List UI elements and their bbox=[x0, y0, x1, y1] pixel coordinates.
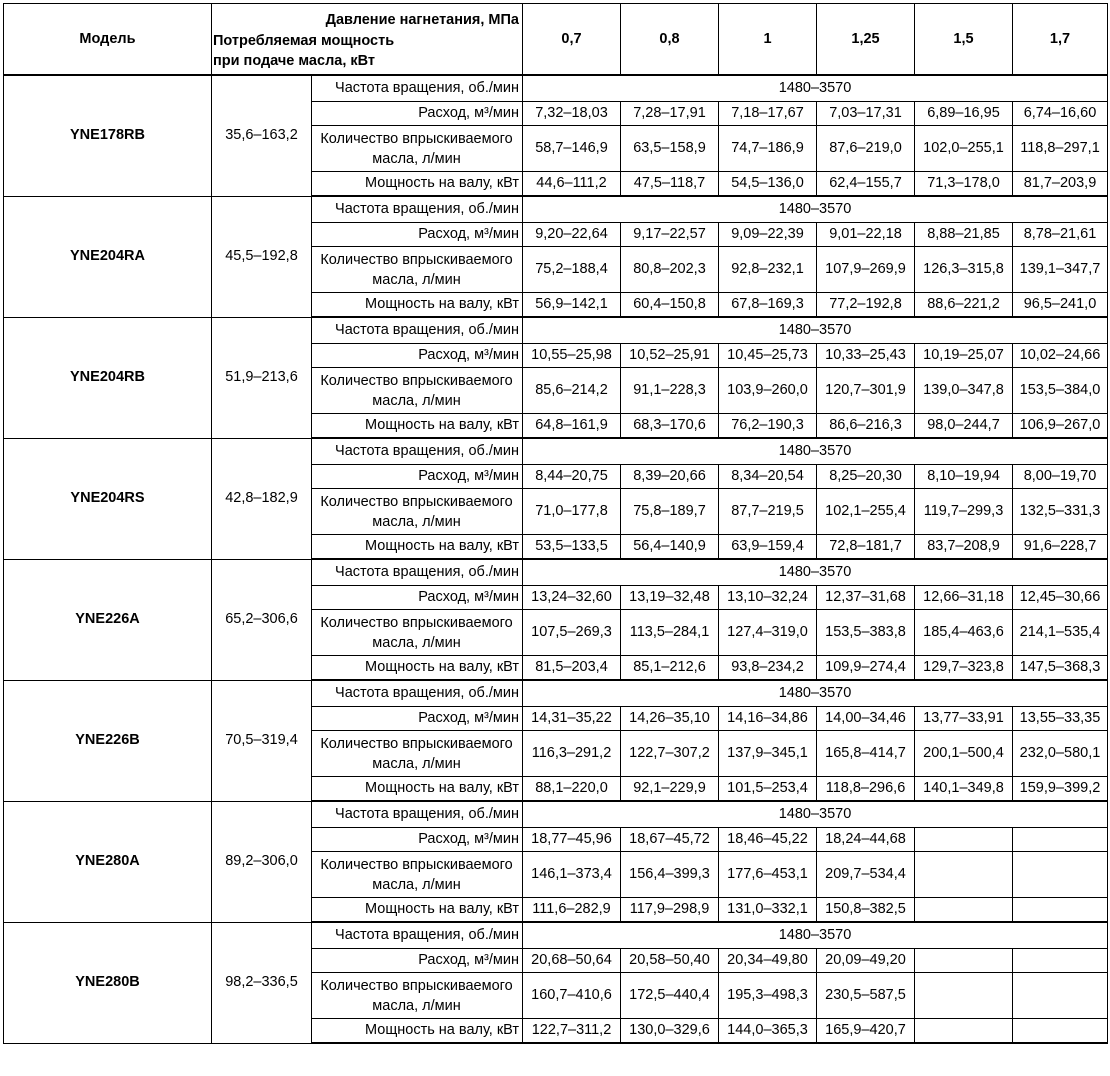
shaft-value-3: 72,8–181,7 bbox=[817, 535, 915, 560]
pressure-header-5: 1,7 bbox=[1013, 4, 1108, 76]
flow-value-0: 13,24–32,60 bbox=[523, 586, 621, 610]
oil-value-3: 153,5–383,8 bbox=[817, 610, 915, 656]
oil-value-1: 113,5–284,1 bbox=[621, 610, 719, 656]
flow-value-4: 10,19–25,07 bbox=[915, 344, 1013, 368]
param-flow-label: Расход, м³/мин bbox=[312, 707, 523, 731]
flow-value-0: 18,77–45,96 bbox=[523, 828, 621, 852]
oil-value-2: 87,7–219,5 bbox=[719, 489, 817, 535]
param-oil-label: Количество впрыскиваемого масла, л/мин bbox=[312, 852, 523, 898]
power-range: 98,2–336,5 bbox=[212, 922, 312, 1043]
oil-value-2: 177,6–453,1 bbox=[719, 852, 817, 898]
pressure-axis-label: Давление нагнетания, МПа bbox=[325, 12, 519, 28]
oil-value-4: 139,0–347,8 bbox=[915, 368, 1013, 414]
param-oil-label: Количество впрыскиваемого масла, л/мин bbox=[312, 610, 523, 656]
param-shaft-label: Мощность на валу, кВт bbox=[312, 898, 523, 923]
shaft-value-0: 53,5–133,5 bbox=[523, 535, 621, 560]
shaft-value-0: 111,6–282,9 bbox=[523, 898, 621, 923]
flow-value-1: 13,19–32,48 bbox=[621, 586, 719, 610]
flow-value-0: 9,20–22,64 bbox=[523, 223, 621, 247]
oil-value-3: 107,9–269,9 bbox=[817, 247, 915, 293]
power-range: 45,5–192,8 bbox=[212, 196, 312, 317]
oil-value-1: 63,5–158,9 bbox=[621, 126, 719, 172]
param-speed-label: Частота вращения, об./мин bbox=[312, 922, 523, 949]
shaft-value-3: 62,4–155,7 bbox=[817, 172, 915, 197]
model-name: YNE226B bbox=[4, 680, 212, 801]
model-row-speed bbox=[4, 196, 1108, 223]
flow-value-5 bbox=[1013, 828, 1108, 852]
model-name: YNE178RB bbox=[4, 75, 212, 196]
shaft-value-3: 77,2–192,8 bbox=[817, 293, 915, 318]
param-oil-label: Количество впрыскиваемого масла, л/мин bbox=[312, 247, 523, 293]
shaft-value-1: 68,3–170,6 bbox=[621, 414, 719, 439]
oil-value-5: 214,1–535,4 bbox=[1013, 610, 1108, 656]
shaft-value-1: 56,4–140,9 bbox=[621, 535, 719, 560]
flow-value-4 bbox=[915, 828, 1013, 852]
param-flow-label: Расход, м³/мин bbox=[312, 102, 523, 126]
flow-value-1: 8,39–20,66 bbox=[621, 465, 719, 489]
flow-value-0: 20,68–50,64 bbox=[523, 949, 621, 973]
shaft-value-0: 88,1–220,0 bbox=[523, 777, 621, 802]
model-row-speed bbox=[4, 75, 1108, 102]
oil-value-4: 102,0–255,1 bbox=[915, 126, 1013, 172]
flow-value-5 bbox=[1013, 949, 1108, 973]
shaft-value-1: 60,4–150,8 bbox=[621, 293, 719, 318]
pressure-header-0: 0,7 bbox=[523, 4, 621, 76]
param-shaft-label: Мощность на валу, кВт bbox=[312, 777, 523, 802]
shaft-value-4: 98,0–244,7 bbox=[915, 414, 1013, 439]
flow-value-3: 8,25–20,30 bbox=[817, 465, 915, 489]
flow-value-1: 14,26–35,10 bbox=[621, 707, 719, 731]
shaft-value-1: 130,0–329,6 bbox=[621, 1019, 719, 1044]
shaft-value-5: 147,5–368,3 bbox=[1013, 656, 1108, 681]
oil-value-3: 165,8–414,7 bbox=[817, 731, 915, 777]
flow-value-3: 9,01–22,18 bbox=[817, 223, 915, 247]
model-row-speed bbox=[4, 559, 1108, 586]
model-name: YNE204RB bbox=[4, 317, 212, 438]
shaft-value-0: 81,5–203,4 bbox=[523, 656, 621, 681]
power-range: 51,9–213,6 bbox=[212, 317, 312, 438]
oil-value-4: 200,1–500,4 bbox=[915, 731, 1013, 777]
shaft-value-2: 93,8–234,2 bbox=[719, 656, 817, 681]
flow-value-4 bbox=[915, 949, 1013, 973]
param-oil-label: Количество впрыскиваемого масла, л/мин bbox=[312, 489, 523, 535]
flow-value-3: 20,09–49,20 bbox=[817, 949, 915, 973]
oil-value-2: 127,4–319,0 bbox=[719, 610, 817, 656]
shaft-value-3: 150,8–382,5 bbox=[817, 898, 915, 923]
flow-value-1: 10,52–25,91 bbox=[621, 344, 719, 368]
speed-value: 1480–3570 bbox=[523, 317, 1108, 344]
shaft-value-5: 159,9–399,2 bbox=[1013, 777, 1108, 802]
oil-value-0: 107,5–269,3 bbox=[523, 610, 621, 656]
model-name: YNE280B bbox=[4, 922, 212, 1043]
shaft-value-2: 101,5–253,4 bbox=[719, 777, 817, 802]
shaft-value-4: 88,6–221,2 bbox=[915, 293, 1013, 318]
shaft-value-2: 131,0–332,1 bbox=[719, 898, 817, 923]
oil-value-5: 118,8–297,1 bbox=[1013, 126, 1108, 172]
power-range: 65,2–306,6 bbox=[212, 559, 312, 680]
speed-value: 1480–3570 bbox=[523, 922, 1108, 949]
flow-value-0: 14,31–35,22 bbox=[523, 707, 621, 731]
shaft-value-1: 85,1–212,6 bbox=[621, 656, 719, 681]
oil-value-5: 232,0–580,1 bbox=[1013, 731, 1108, 777]
oil-value-1: 80,8–202,3 bbox=[621, 247, 719, 293]
model-name: YNE280A bbox=[4, 801, 212, 922]
speed-value: 1480–3570 bbox=[523, 75, 1108, 102]
oil-value-0: 75,2–188,4 bbox=[523, 247, 621, 293]
oil-value-0: 71,0–177,8 bbox=[523, 489, 621, 535]
shaft-value-5 bbox=[1013, 898, 1108, 923]
power-range: 89,2–306,0 bbox=[212, 801, 312, 922]
param-flow-label: Расход, м³/мин bbox=[312, 344, 523, 368]
oil-value-3: 120,7–301,9 bbox=[817, 368, 915, 414]
flow-value-2: 18,46–45,22 bbox=[719, 828, 817, 852]
shaft-value-0: 122,7–311,2 bbox=[523, 1019, 621, 1044]
oil-value-2: 92,8–232,1 bbox=[719, 247, 817, 293]
pressure-header-3: 1,25 bbox=[817, 4, 915, 76]
flow-value-2: 9,09–22,39 bbox=[719, 223, 817, 247]
param-oil-label: Количество впрыскиваемого масла, л/мин bbox=[312, 973, 523, 1019]
flow-value-4: 8,10–19,94 bbox=[915, 465, 1013, 489]
oil-value-2: 103,9–260,0 bbox=[719, 368, 817, 414]
param-shaft-label: Мощность на валу, кВт bbox=[312, 414, 523, 439]
flow-value-5: 8,78–21,61 bbox=[1013, 223, 1108, 247]
flow-value-0: 7,32–18,03 bbox=[523, 102, 621, 126]
param-oil-label: Количество впрыскиваемого масла, л/мин bbox=[312, 368, 523, 414]
oil-value-0: 58,7–146,9 bbox=[523, 126, 621, 172]
shaft-value-1: 117,9–298,9 bbox=[621, 898, 719, 923]
flow-value-1: 18,67–45,72 bbox=[621, 828, 719, 852]
flow-value-4: 13,77–33,91 bbox=[915, 707, 1013, 731]
shaft-value-3: 109,9–274,4 bbox=[817, 656, 915, 681]
model-name: YNE204RA bbox=[4, 196, 212, 317]
shaft-value-0: 44,6–111,2 bbox=[523, 172, 621, 197]
flow-value-1: 9,17–22,57 bbox=[621, 223, 719, 247]
model-row-speed bbox=[4, 438, 1108, 465]
param-flow-label: Расход, м³/мин bbox=[312, 586, 523, 610]
param-speed-label: Частота вращения, об./мин bbox=[312, 75, 523, 102]
model-row-speed bbox=[4, 317, 1108, 344]
oil-value-2: 74,7–186,9 bbox=[719, 126, 817, 172]
shaft-value-4 bbox=[915, 1019, 1013, 1044]
flow-value-1: 7,28–17,91 bbox=[621, 102, 719, 126]
param-speed-label: Частота вращения, об./мин bbox=[312, 438, 523, 465]
oil-value-3: 87,6–219,0 bbox=[817, 126, 915, 172]
flow-value-2: 20,34–49,80 bbox=[719, 949, 817, 973]
shaft-value-0: 56,9–142,1 bbox=[523, 293, 621, 318]
param-flow-label: Расход, м³/мин bbox=[312, 828, 523, 852]
flow-value-0: 8,44–20,75 bbox=[523, 465, 621, 489]
oil-value-3: 209,7–534,4 bbox=[817, 852, 915, 898]
shaft-value-3: 118,8–296,6 bbox=[817, 777, 915, 802]
flow-value-2: 13,10–32,24 bbox=[719, 586, 817, 610]
param-speed-label: Частота вращения, об./мин bbox=[312, 196, 523, 223]
oil-value-0: 116,3–291,2 bbox=[523, 731, 621, 777]
shaft-value-4: 71,3–178,0 bbox=[915, 172, 1013, 197]
shaft-value-2: 144,0–365,3 bbox=[719, 1019, 817, 1044]
speed-value: 1480–3570 bbox=[523, 559, 1108, 586]
param-flow-label: Расход, м³/мин bbox=[312, 949, 523, 973]
oil-value-1: 172,5–440,4 bbox=[621, 973, 719, 1019]
shaft-value-3: 165,9–420,7 bbox=[817, 1019, 915, 1044]
param-oil-label: Количество впрыскиваемого масла, л/мин bbox=[312, 731, 523, 777]
flow-value-4: 8,88–21,85 bbox=[915, 223, 1013, 247]
pressure-header-1: 0,8 bbox=[621, 4, 719, 76]
param-shaft-label: Мощность на валу, кВт bbox=[312, 1019, 523, 1044]
param-flow-label: Расход, м³/мин bbox=[312, 223, 523, 247]
param-speed-label: Частота вращения, об./мин bbox=[312, 680, 523, 707]
flow-value-2: 7,18–17,67 bbox=[719, 102, 817, 126]
param-shaft-label: Мощность на валу, кВт bbox=[312, 293, 523, 318]
power-axis-label-line1: Потребляемая мощность bbox=[213, 33, 395, 49]
model-name: YNE226A bbox=[4, 559, 212, 680]
pressure-header-4: 1,5 bbox=[915, 4, 1013, 76]
flow-value-3: 7,03–17,31 bbox=[817, 102, 915, 126]
oil-value-5: 153,5–384,0 bbox=[1013, 368, 1108, 414]
oil-value-3: 102,1–255,4 bbox=[817, 489, 915, 535]
flow-value-1: 20,58–50,40 bbox=[621, 949, 719, 973]
oil-value-4 bbox=[915, 852, 1013, 898]
shaft-value-4 bbox=[915, 898, 1013, 923]
flow-value-2: 8,34–20,54 bbox=[719, 465, 817, 489]
flow-value-4: 12,66–31,18 bbox=[915, 586, 1013, 610]
model-row-speed bbox=[4, 922, 1108, 949]
oil-value-5: 132,5–331,3 bbox=[1013, 489, 1108, 535]
shaft-value-3: 86,6–216,3 bbox=[817, 414, 915, 439]
oil-value-1: 156,4–399,3 bbox=[621, 852, 719, 898]
shaft-value-5: 91,6–228,7 bbox=[1013, 535, 1108, 560]
shaft-value-4: 140,1–349,8 bbox=[915, 777, 1013, 802]
oil-value-2: 195,3–498,3 bbox=[719, 973, 817, 1019]
table-body bbox=[4, 75, 1108, 1043]
shaft-value-0: 64,8–161,9 bbox=[523, 414, 621, 439]
param-oil-label: Количество впрыскиваемого масла, л/мин bbox=[312, 126, 523, 172]
flow-value-3: 10,33–25,43 bbox=[817, 344, 915, 368]
flow-value-5: 12,45–30,66 bbox=[1013, 586, 1108, 610]
oil-value-3: 230,5–587,5 bbox=[817, 973, 915, 1019]
shaft-value-2: 76,2–190,3 bbox=[719, 414, 817, 439]
oil-value-5 bbox=[1013, 852, 1108, 898]
flow-value-2: 10,45–25,73 bbox=[719, 344, 817, 368]
speed-value: 1480–3570 bbox=[523, 801, 1108, 828]
oil-value-1: 122,7–307,2 bbox=[621, 731, 719, 777]
oil-value-4: 126,3–315,8 bbox=[915, 247, 1013, 293]
header-row bbox=[4, 4, 1108, 76]
speed-value: 1480–3570 bbox=[523, 196, 1108, 223]
shaft-value-2: 54,5–136,0 bbox=[719, 172, 817, 197]
shaft-value-4: 83,7–208,9 bbox=[915, 535, 1013, 560]
oil-value-5 bbox=[1013, 973, 1108, 1019]
shaft-value-2: 67,8–169,3 bbox=[719, 293, 817, 318]
oil-value-5: 139,1–347,7 bbox=[1013, 247, 1108, 293]
model-column-header: Модель bbox=[4, 4, 212, 76]
speed-value: 1480–3570 bbox=[523, 438, 1108, 465]
corner-header-cell bbox=[212, 4, 523, 76]
flow-value-5: 6,74–16,60 bbox=[1013, 102, 1108, 126]
oil-value-0: 85,6–214,2 bbox=[523, 368, 621, 414]
flow-value-5: 8,00–19,70 bbox=[1013, 465, 1108, 489]
shaft-value-2: 63,9–159,4 bbox=[719, 535, 817, 560]
oil-value-2: 137,9–345,1 bbox=[719, 731, 817, 777]
flow-value-5: 10,02–24,66 bbox=[1013, 344, 1108, 368]
oil-value-0: 160,7–410,6 bbox=[523, 973, 621, 1019]
flow-value-2: 14,16–34,86 bbox=[719, 707, 817, 731]
speed-value: 1480–3570 bbox=[523, 680, 1108, 707]
shaft-value-1: 47,5–118,7 bbox=[621, 172, 719, 197]
pressure-header-2: 1 bbox=[719, 4, 817, 76]
power-range: 35,6–163,2 bbox=[212, 75, 312, 196]
model-row-speed bbox=[4, 801, 1108, 828]
flow-value-3: 12,37–31,68 bbox=[817, 586, 915, 610]
shaft-value-5: 106,9–267,0 bbox=[1013, 414, 1108, 439]
param-speed-label: Частота вращения, об./мин bbox=[312, 317, 523, 344]
power-range: 70,5–319,4 bbox=[212, 680, 312, 801]
power-range: 42,8–182,9 bbox=[212, 438, 312, 559]
flow-value-4: 6,89–16,95 bbox=[915, 102, 1013, 126]
flow-value-3: 14,00–34,46 bbox=[817, 707, 915, 731]
model-name: YNE204RS bbox=[4, 438, 212, 559]
shaft-value-4: 129,7–323,8 bbox=[915, 656, 1013, 681]
oil-value-4: 119,7–299,3 bbox=[915, 489, 1013, 535]
shaft-value-5: 81,7–203,9 bbox=[1013, 172, 1108, 197]
model-row-speed bbox=[4, 680, 1108, 707]
shaft-value-1: 92,1–229,9 bbox=[621, 777, 719, 802]
flow-value-3: 18,24–44,68 bbox=[817, 828, 915, 852]
param-speed-label: Частота вращения, об./мин bbox=[312, 801, 523, 828]
param-shaft-label: Мощность на валу, кВт bbox=[312, 172, 523, 197]
param-shaft-label: Мощность на валу, кВт bbox=[312, 535, 523, 560]
oil-value-1: 91,1–228,3 bbox=[621, 368, 719, 414]
oil-value-1: 75,8–189,7 bbox=[621, 489, 719, 535]
flow-value-0: 10,55–25,98 bbox=[523, 344, 621, 368]
flow-value-5: 13,55–33,35 bbox=[1013, 707, 1108, 731]
param-flow-label: Расход, м³/мин bbox=[312, 465, 523, 489]
shaft-value-5 bbox=[1013, 1019, 1108, 1044]
oil-value-4 bbox=[915, 973, 1013, 1019]
param-speed-label: Частота вращения, об./мин bbox=[312, 559, 523, 586]
oil-value-4: 185,4–463,6 bbox=[915, 610, 1013, 656]
compressor-spec-table bbox=[3, 3, 1108, 1044]
param-shaft-label: Мощность на валу, кВт bbox=[312, 656, 523, 681]
shaft-value-5: 96,5–241,0 bbox=[1013, 293, 1108, 318]
oil-value-0: 146,1–373,4 bbox=[523, 852, 621, 898]
power-axis-label-line2: при подаче масла, кВт bbox=[213, 53, 376, 69]
